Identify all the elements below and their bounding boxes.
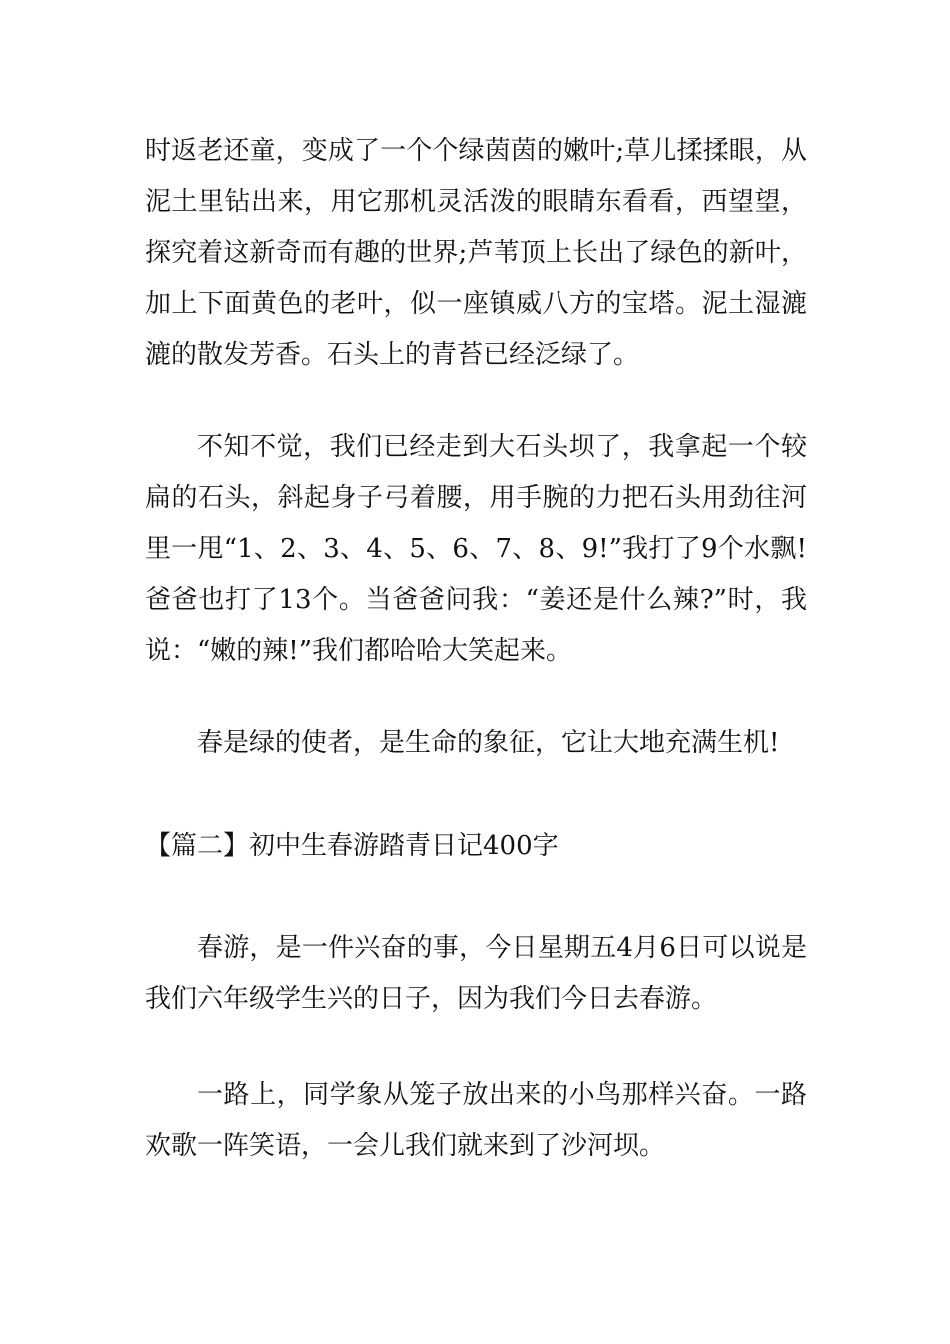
paragraph-spring-conclusion: 春是绿的使者，是生命的象征，它让大地充满生机! (197, 728, 780, 758)
paragraph-continuation: 时返老还童，变成了一个个绿茵茵的嫩叶;草儿揉揉眼，从泥土里钻出来，用它那机灵活泼的眼睛东看看，西望望，探究着这新奇而有趣的世界;芦苇顶上长出了绿色的新叶，加上下面黄色的老叶，似一座镇威八方的宝塔。泥土湿漉漉的散发芳香。石头上的青苔已经泛绿了。 (145, 136, 807, 370)
paragraph-stone-skipping: 不知不觉，我们已经走到大石头坝了，我拿起一个较扁的石头，斜起身子弓着腰，用手腕的力把石头用劲往河里一甩“1、2、3、4、5、6、7、8、9!”我打了9个水飘!爸爸也打了13个。当爸爸问我：“姜还是什么辣?”时，我说：“嫩的辣!”我们都哈哈大笑起来。 (145, 432, 807, 666)
paragraph-spring-outing: 春游，是一件兴奋的事，今日星期五4月6日可以说是我们六年级学生兴的日子，因为我们今日去春游。 (145, 933, 807, 1014)
section-heading: 【篇二】初中生春游踏青日记400字 (145, 831, 559, 861)
paragraph-on-the-road: 一路上，同学象从笼子放出来的小鸟那样兴奋。一路欢歌一阵笑语，一会儿我们就来到了沙河坝。 (145, 1080, 807, 1161)
